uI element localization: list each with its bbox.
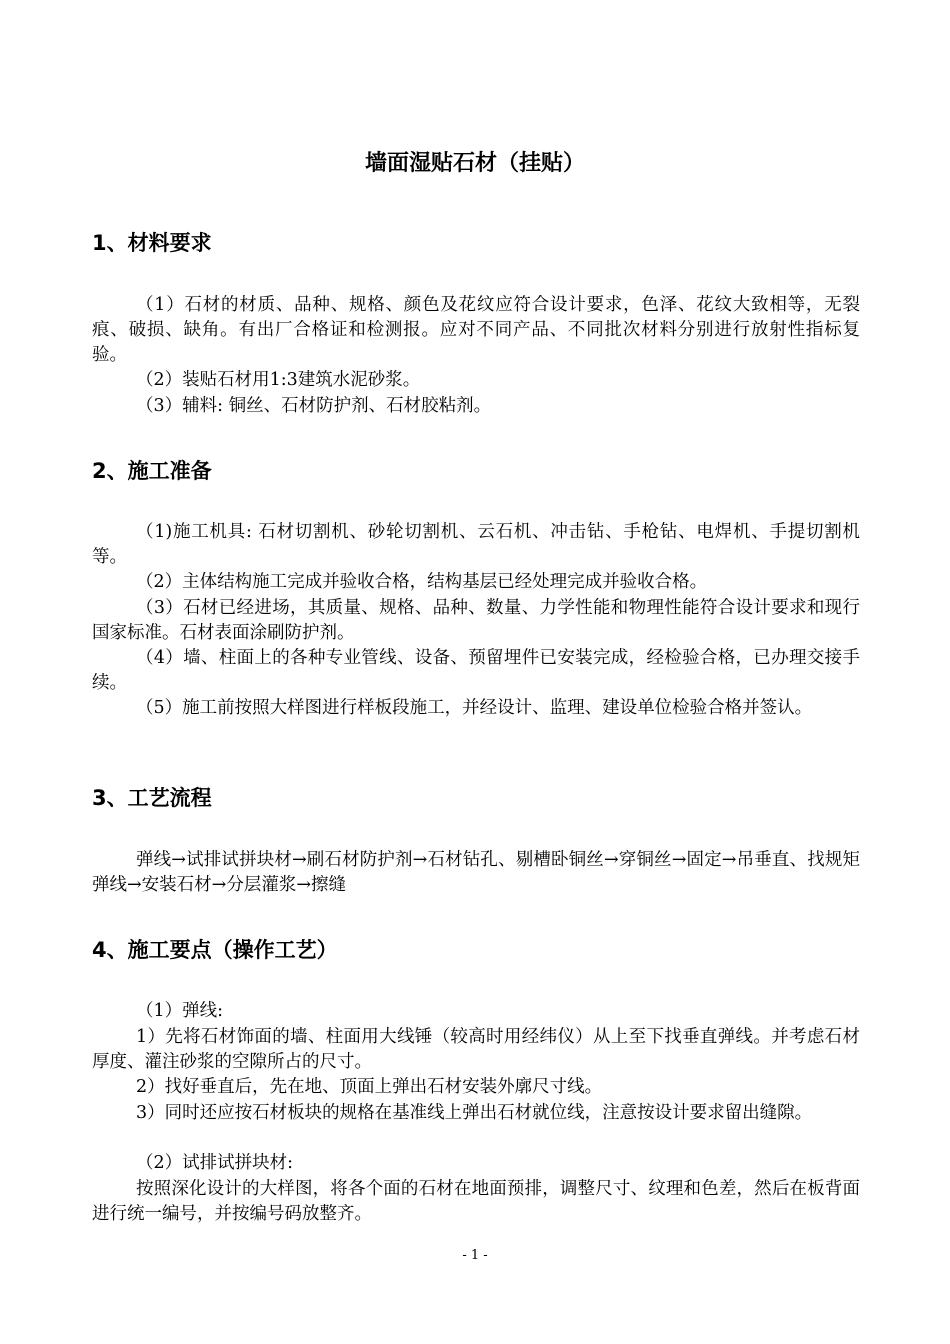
paragraph: （2）装贴石材用1:3建筑水泥砂浆。	[136, 370, 421, 390]
paragraph: （5）施工前按照大样图进行样板段施工，并经设计、监理、建设单位检验合格并签认。	[136, 698, 813, 718]
paragraph: 1）先将石材饰面的墙、柱面用大线锤（较高时用经纬仪）从上至下找垂直弹线。并考虑石材厚度、灌注砂浆的空隙所占的尺寸。	[92, 1027, 860, 1072]
paragraph: （3）石材已经进场，其质量、规格、品种、数量、力学性能和物理性能符合设计要求和现行国家标准。石材表面涂刷防护剂。	[92, 598, 860, 643]
paragraph: （1)施工机具: 石材切割机、砂轮切割机、云石机、冲击钻、手枪钻、电焊机、手提切割机等。	[92, 522, 860, 567]
paragraph: （4）墙、柱面上的各种专业管线、设备、预留埋件已安装完成，经检验合格，已办理交接手续。	[92, 648, 860, 693]
paragraph: （2）试排试拼块材:	[136, 1153, 294, 1173]
section-heading-process-flow: 3、工艺流程	[92, 786, 212, 810]
paragraph: 2）找好垂直后，先在地、顶面上弹出石材安装外廓尺寸线。	[136, 1077, 603, 1097]
paragraph: （2）主体结构施工完成并验收合格，结构基层已经处理完成并验收合格。	[136, 572, 708, 592]
paragraph: 弹线→试排试拼块材→刷石材防护剂→石材钻孔、剔槽卧铜丝→穿铜丝→固定→吊垂直、找规矩弹线→安装石材→分层灌浆→擦缝	[92, 850, 860, 895]
paragraph: 3）同时还应按石材板块的规格在基准线上弹出石材就位线，注意按设计要求留出缝隙。	[136, 1103, 813, 1123]
paragraph: （3）辅料: 铜丝、石材防护剂、石材胶粘剂。	[136, 396, 492, 416]
section-heading-preparation: 2、施工准备	[92, 459, 212, 483]
page-number: - 1 -	[462, 1248, 488, 1263]
section-heading-materials: 1、材料要求	[92, 231, 212, 255]
section-heading-key-points: 4、施工要点（操作工艺）	[92, 938, 338, 962]
paragraph: （1）石材的材质、品种、规格、颜色及花纹应符合设计要求，色泽、花纹大致相等，无裂痕、破损、缺角。有出厂合格证和检测报。应对不同产品、不同批次材料分别进行放射性指标复验。	[92, 295, 860, 365]
paragraph: 按照深化设计的大样图，将各个面的石材在地面预排，调整尺寸、纹理和色差，然后在板背面进行统一编号，并按编号码放整齐。	[92, 1179, 860, 1224]
page-title: 墙面湿贴石材（挂贴）	[364, 151, 585, 176]
paragraph: （1）弹线:	[136, 1001, 224, 1021]
